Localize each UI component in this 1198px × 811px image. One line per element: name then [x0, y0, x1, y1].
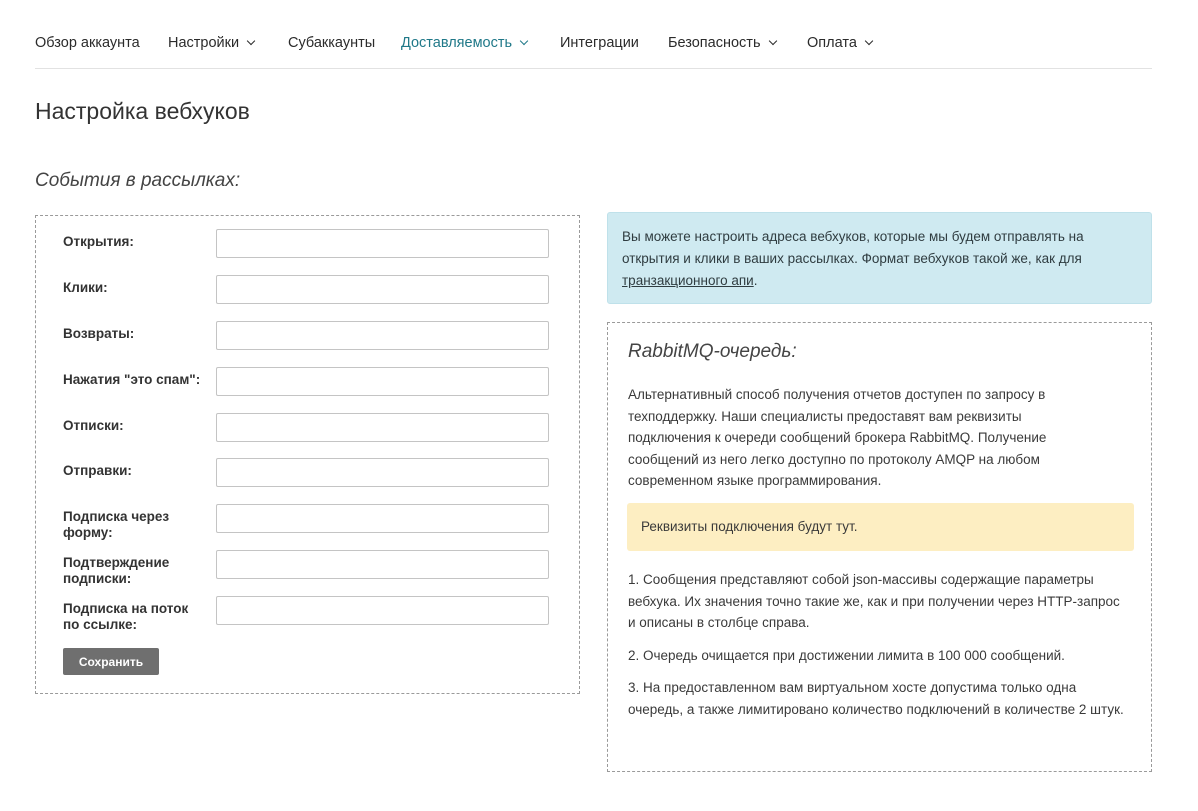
form-row-clicks	[63, 275, 550, 305]
form-subscribe-url-input[interactable]	[216, 504, 549, 533]
sends-label: Отправки:	[63, 463, 132, 478]
unsubscribes-url-input[interactable]	[216, 413, 549, 442]
nav-item-label: Интеграции	[560, 35, 639, 51]
nav-item-account-overview[interactable]	[35, 34, 140, 52]
form-subscribe-label: Подписка через форму:	[63, 509, 170, 540]
chevron-down-icon	[247, 37, 255, 45]
spam-url-input[interactable]	[216, 367, 549, 396]
form-row-opens	[63, 229, 550, 259]
nav-item-security[interactable]	[668, 34, 776, 52]
credentials-box	[627, 503, 1134, 551]
save-button[interactable]: Сохранить	[63, 648, 159, 675]
clicks-label: Клики:	[63, 280, 108, 295]
nav-item-deliverability[interactable]	[401, 34, 527, 52]
nav-item-settings[interactable]	[168, 34, 254, 52]
rabbitmq-note-2: 2. Очередь очищается при достижении лимита в 100 000 сообщений.	[628, 648, 1065, 663]
nav-item-label: Доставляемость	[401, 35, 513, 51]
form-row-spam	[63, 367, 550, 397]
transactional-api-link[interactable]: транзакционного апи	[622, 273, 754, 288]
rabbitmq-description: Альтернативный способ получения отчетов доступен по запросу в техподдержку. Наши специалисты предоставят вам реквизиты подключения к очереди сообщений брокера RabbitMQ. Получение сообщений из него легко доступно по протоколу AMQP на любом современном языке программирования.	[628, 387, 1047, 488]
bounces-url-input[interactable]	[216, 321, 549, 350]
form-row-unsubscribes	[63, 413, 550, 443]
info-text-end: .	[753, 273, 758, 288]
confirm-url-input[interactable]	[216, 550, 549, 579]
info-text: Вы можете настроить адреса вебхуков, которые мы будем отправлять на открытия и клики в ваших рассылках. Формат вебхуков такой же, как для	[622, 229, 1084, 266]
nav-item-label: Субаккаунты	[288, 35, 376, 51]
spam-label: Нажатия "это спам":	[63, 372, 201, 387]
unsubscribes-label: Отписки:	[63, 418, 124, 433]
nav-item-label: Настройки	[168, 35, 240, 51]
events-section-title: События в рассылках:	[35, 170, 241, 191]
nav-item-label: Оплата	[807, 35, 857, 51]
nav-item-label: Обзор аккаунта	[35, 35, 140, 51]
nav-item-billing[interactable]	[807, 34, 872, 52]
chevron-down-icon	[865, 37, 873, 45]
rabbitmq-note-3: 3. На предоставленном вам виртуальном хосте допустима только одна очередь, а также лимитировано количество подключений в количестве 2 штук.	[628, 680, 1124, 717]
form-row-form-subscribe	[63, 504, 550, 540]
page-title: Настройка вебхуков	[35, 98, 250, 124]
nav-item-label: Безопасность	[668, 35, 761, 51]
form-row-sends	[63, 458, 550, 488]
sends-url-input[interactable]	[216, 458, 549, 487]
rabbitmq-note-1: 1. Сообщения представляют собой json-массивы содержащие параметры вебхука. Их значения точно такие же, как и при получении через HTTP-запрос и описаны в столбце справа.	[628, 572, 1120, 630]
top-nav	[35, 0, 1152, 69]
rabbitmq-title: RabbitMQ-очередь:	[628, 341, 797, 362]
nav-item-subaccounts[interactable]	[288, 34, 375, 52]
link-stream-url-input[interactable]	[216, 596, 549, 625]
link-stream-label: Подписка на поток по ссылке:	[63, 601, 189, 632]
credentials-placeholder: Реквизиты подключения будут тут.	[641, 519, 858, 534]
rabbitmq-panel	[607, 322, 1152, 772]
opens-label: Открытия:	[63, 234, 134, 249]
nav-item-integrations[interactable]	[560, 34, 639, 52]
form-row-link-stream	[63, 596, 550, 632]
confirm-label: Подтверждение подписки:	[63, 555, 170, 586]
chevron-down-icon	[768, 37, 776, 45]
opens-url-input[interactable]	[216, 229, 549, 258]
form-row-confirm	[63, 550, 550, 586]
clicks-url-input[interactable]	[216, 275, 549, 304]
chevron-down-icon	[520, 37, 528, 45]
form-row-bounces	[63, 321, 550, 351]
info-alert	[607, 212, 1152, 304]
bounces-label: Возвраты:	[63, 326, 135, 341]
webhook-form	[35, 215, 580, 694]
